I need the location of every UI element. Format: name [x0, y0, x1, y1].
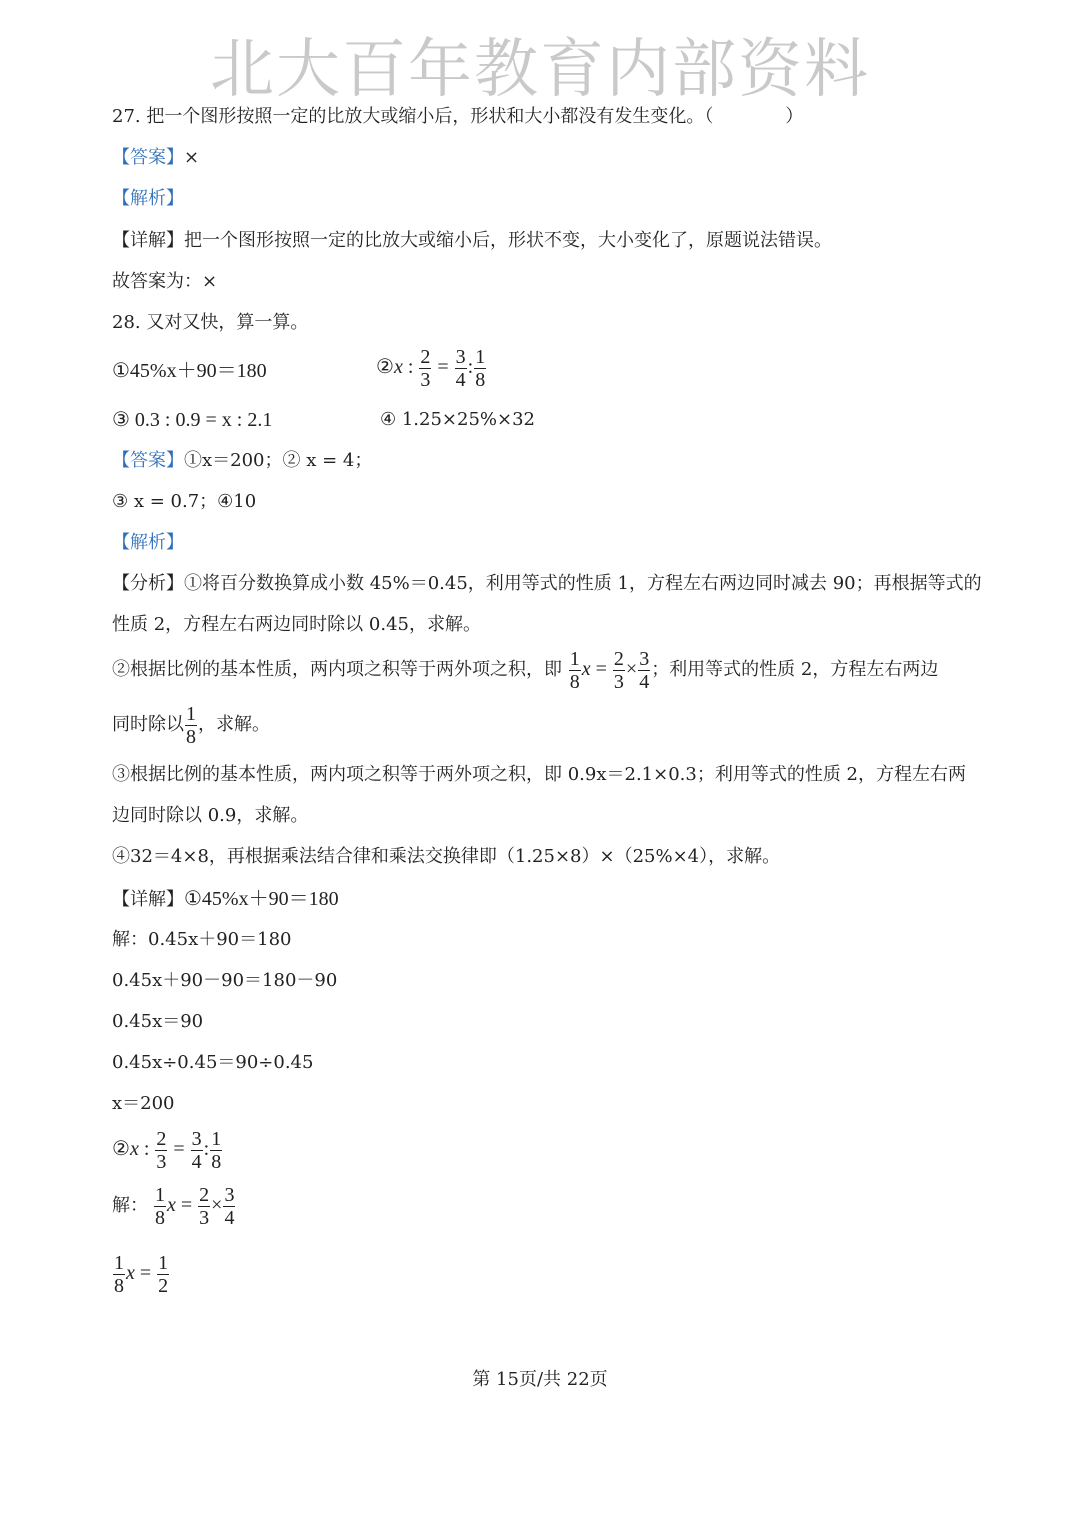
q28-analysis-4: ④32＝4×8，再根据乘法结合律和乘法交换律即（1.25×8）×（25%×4），求解。 [112, 846, 781, 867]
q28-question: 28. 又对又快，算一算。 [112, 312, 309, 333]
q28-problem-2: ②x : $\frac{2}{3}$ = $\frac{3}{4}$ : $\frac{1}{8}$ [376, 346, 486, 391]
q28-step-2: 0.45x＋90－90＝180－90 [112, 970, 338, 991]
q28-step-7: 解： $\frac{1}{8}$ x = $\frac{2}{3}$ × $\frac{3}{4}$ [112, 1184, 235, 1229]
q28-analysis-tag: 【解析】 [112, 532, 184, 553]
q28-analysis-2: ②根据比例的基本性质，两内项之积等于两外项之积，即 $\frac{1}{8}$ x = $\frac{2}{3}$ × $\frac{3}{4}$ ；利用等式的性质 2，方程左右两边 [112, 648, 939, 693]
q27-question: 27. 把一个图形按照一定的比放大或缩小后，形状和大小都没有发生变化。（ ） [112, 106, 804, 127]
q28-analysis-1: 【分析】①将百分数换算成小数 45%＝0.45，利用等式的性质 1，方程左右两边同时减去 90；再根据等式的 [112, 573, 982, 594]
q27-analysis-tag: 【解析】 [112, 188, 184, 209]
page-footer: 第 15页/共 22页 [472, 1369, 608, 1390]
q28-detail-title: 【详解】①45%x＋90＝180 [112, 888, 339, 910]
q28-analysis-3b: 边同时除以 0.9，求解。 [112, 805, 309, 826]
q28-step-4: 0.45x÷0.45＝90÷0.45 [112, 1052, 314, 1073]
q27-detail: 【详解】把一个图形按照一定的比放大或缩小后，形状不变，大小变化了，原题说法错误。 [112, 230, 832, 251]
watermark: 北大百年教育内部资料 [210, 33, 870, 107]
q28-step-6: ②x : $\frac{2}{3}$ = $\frac{3}{4}$ : $\frac{1}{8}$ [112, 1128, 222, 1173]
q27-answer: 【答案】× [112, 147, 200, 168]
q28-problem-1: ①45%x＋90＝180 [112, 360, 267, 382]
q28-analysis-1b: 性质 2，方程左右两边同时除以 0.45，求解。 [112, 614, 481, 635]
q28-problem-3: ③ 0.3 : 0.9 = x : 2.1 [112, 409, 273, 431]
q28-answer: 【答案】①x＝200；② x = 4； [112, 450, 373, 471]
q27-conclusion: 故答案为：× [112, 271, 218, 292]
q28-analysis-3: ③根据比例的基本性质，两内项之积等于两外项之积，即 0.9x＝2.1×0.3；利用等式的性质 2，方程左右两 [112, 764, 967, 785]
q28-answer-2: ③ x = 0.7；④10 [112, 491, 257, 512]
q28-step-5: x＝200 [112, 1093, 175, 1114]
q28-step-1: 解：0.45x＋90＝180 [112, 929, 292, 950]
q28-analysis-2b: 同时除以 $\frac{1}{8}$ ，求解。 [112, 703, 270, 748]
q28-problem-4: ④ 1.25×25%×32 [380, 409, 536, 430]
q28-step-8: $\frac{1}{8}$ x = $\frac{1}{2}$ [114, 1252, 169, 1297]
q28-step-3: 0.45x＝90 [112, 1011, 204, 1032]
